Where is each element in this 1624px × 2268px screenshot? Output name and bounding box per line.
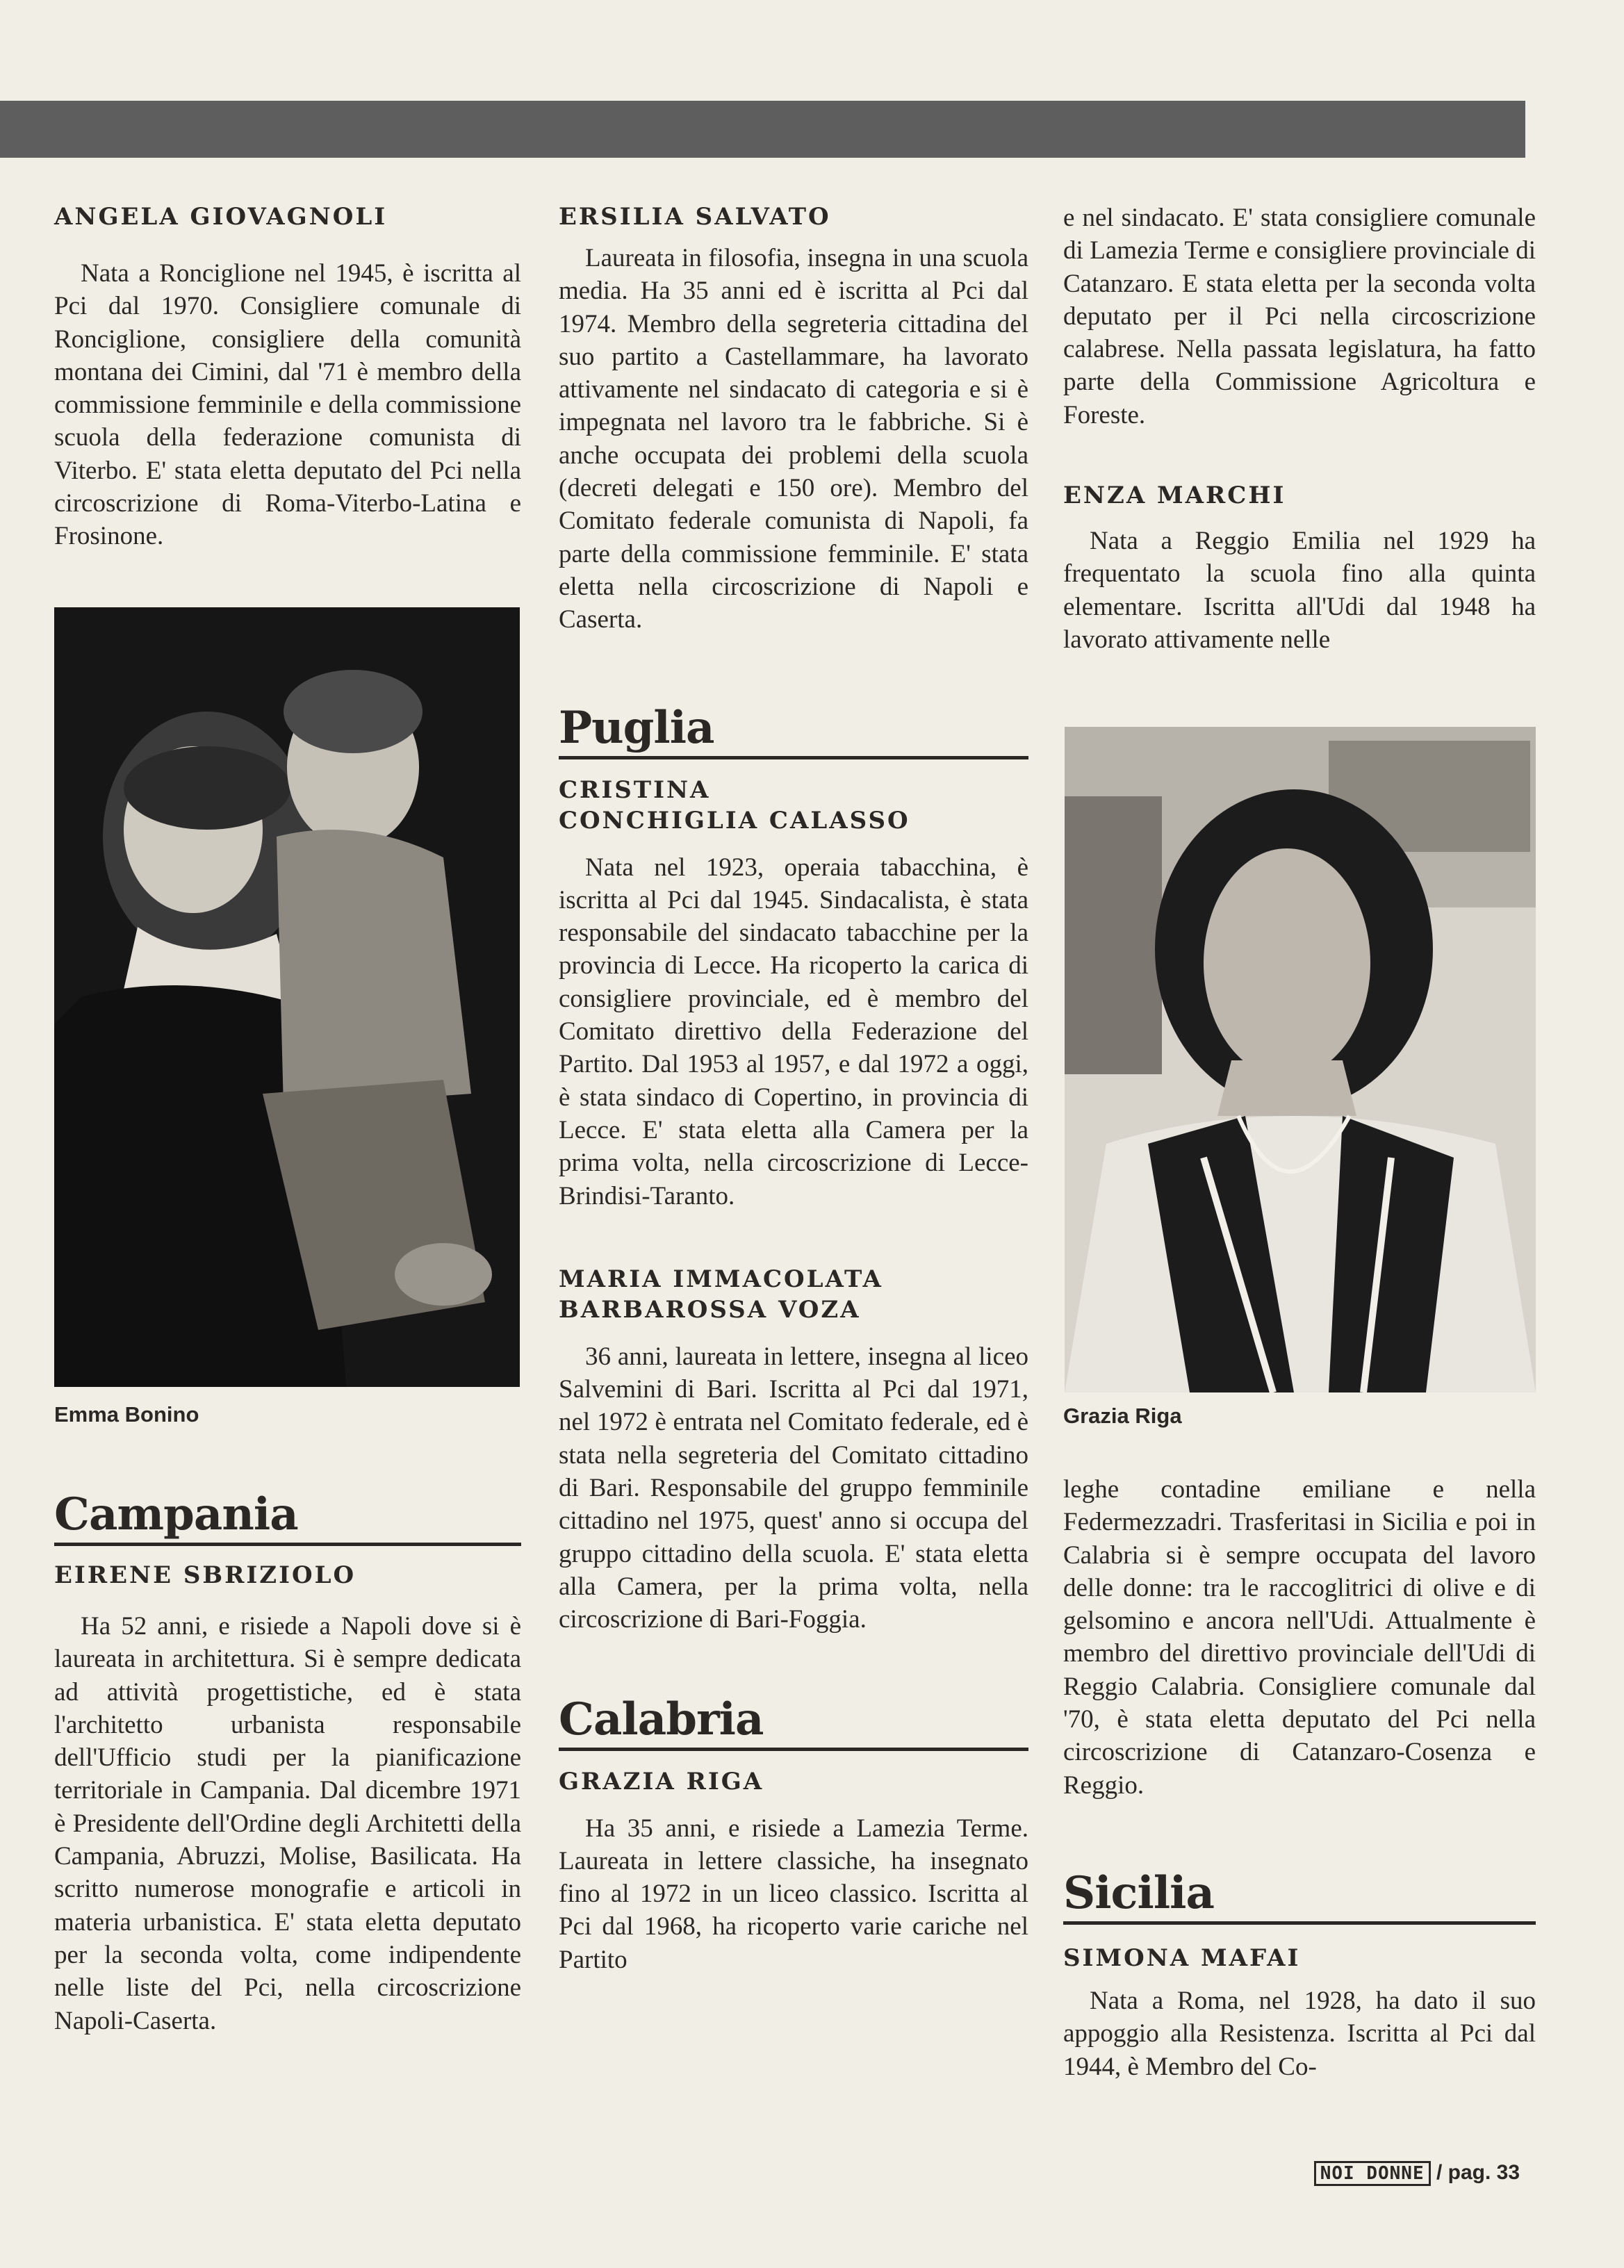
region-heading-puglia: Puglia [559,700,1028,759]
person-bio: Nata nel 1923, operaia tabacchina, è iscritta al Pci dal 1945. Sindacalista, è stata responsabile del sindacato tabacchine per la provincia di Lecce. Ha ricoperto la carica di consigliere provinciale, ed è membro del Comitato direttivo della Federazione del Partito. Dal 1953 al 1957, e dal 1972 a oggi, è stata sindaco di Copertino, in provincia di Lecce. E' stata eletta alla Camera per la prima volta, nella circoscrizione di Lecce-Brindisi-Taranto. [559,853,1028,1210]
person-bio: Nata a Reggio Emilia nel 1929 ha frequentato la scuola fino alla quinta elementare. Iscritta all'Udi dal 1948 ha lavorato attivamente nelle [1063,527,1536,654]
column-1-lower [54,1402,521,2037]
person-bio-continued: leghe contadine emiliane e nella Federmezzadri. Trasferitasi in Sicilia e poi in Calabria si è sempre occupata del lavoro delle donne: tra le raccoglitrici di olive e di gelsomino e ancora nell'Udi. Attualmente è membro del direttivo provinciale dell'Udi di Reggio Calabria. Consigliere comunale dal '70, è stata eletta deputato del Pci nella circoscrizione di Catanzaro-Cosenza e Reggio. [1063,1475,1536,1800]
person-name: GRAZIA RIGA [559,1767,764,1796]
photo-caption: Emma Bonino [54,1402,199,1427]
person-bio: Ha 52 anni, e risiede a Napoli dove si è laureata in architettura. Si è sempre dedicata ad attività progettistiche, ed è stata l'architetto urbanista responsabile dell'Ufficio studi per la pianificazione territoriale in Campania. Dal dicembre 1971 è Presidente dell'Ordine degli Architetti della Campania, Abruzzi, Molise, Basilicata. Ha scritto numerose monografie e articoli in materia urbanistica. E' stata eletta deputato per la seconda volta, come indipendente nelle liste del Pci, nella circoscrizione Napoli-Caserta. [54,1612,521,2035]
column-3 [1063,202,1536,656]
person-name: ERSILIA SALVATO [559,203,831,231]
person-name: SIMONA MAFAI [1063,1944,1301,1972]
person-bio: Laureata in filosofia, insegna in una scuola media. Ha 35 anni ed è iscritta al Pci dal 1974. Membro della segreteria cittadina del suo partito a Castellammare, ha lavorato attivamente nel sindacato di categoria e si è impegnata nel lavoro tra le fabbriche. Si è anche occupata dei problemi della scuola (decreti delegati e 150 ore). Membro del Comitato federale comunista di Napoli, fa parte della commissione femminile. E' stata eletta nella circoscrizione di Napoli e Caserta. [559,244,1028,634]
header-bar [0,101,1525,158]
person-name: EIRENE SBRIZIOLO [54,1561,356,1589]
page-footer [1314,2161,1520,2186]
photo-grazia-riga [1065,727,1536,1392]
person-bio: 36 anni, laureata in lettere, insegna al liceo Salvemini di Bari. Iscritta al Pci dal 1971, nel 1972 è entrata nel Comitato federale, ed è stata nella segreteria del Comitato cittadino di Bari. Responsabile del gruppo femminile cittadino nel 1975, quest' anno si occupa del gruppo cittadino della scuola. E' stata eletta alla Camera, per la prima volta, nella circoscrizione di Bari-Foggia. [559,1342,1028,1634]
region-heading-campania: Campania [54,1487,521,1546]
person-name: ANGELA GIOVAGNOLI [54,203,388,231]
magazine-logo: NOI DONNE [1314,2161,1431,2186]
column-3-lower [1063,1404,1536,2083]
person-name: MARIA IMMACOLATA BARBAROSSA VOZA [559,1265,883,1324]
column-1 [54,202,521,553]
page-number: / pag. 33 [1436,2161,1520,2184]
woman-portrait-photo-illustration [1065,727,1536,1392]
person-bio: Nata a Roma, nel 1928, ha dato il suo appoggio alla Resistenza. Iscritta al Pci dal 1944, è Membro del Co- [1063,1986,1536,2081]
person-bio: Nata a Ronciglione nel 1945, è iscritta al Pci dal 1970. Consigliere comunale di Ronciglione, consigliere della comunità montana dei Cimini, dal '71 è membro della commissione femminile e della commissione scuola della federazione comunista di Viterbo. E' stata eletta deputato del Pci nella circoscrizione di Roma-Viterbo-Latina e Frosinone. [54,259,521,551]
photo-emma-bonino [54,607,520,1387]
photo-caption: Grazia Riga [1063,1404,1182,1428]
person-bio: Ha 35 anni, e risiede a Lamezia Terme. Laureata in lettere classiche, ha insegnato fino al 1972 in un liceo classico. Iscritta al Pci dal 1968, ha ricoperto varie cariche nel Partito [559,1814,1028,1974]
person-name: CRISTINA CONCHIGLIA CALASSO [559,775,910,835]
person-bio-continued: e nel sindacato. E' stata consigliere comunale di Lamezia Terme e consigliere provinciale di Catanzaro. E stata eletta per la seconda volta deputato per il Pci nella circoscrizione calabrese. Nella passata legislatura, ha fatto parte della Commissione Agricoltura e Foreste. [1063,204,1536,429]
region-heading-sicilia: Sicilia [1063,1866,1536,1925]
person-name: ENZA MARCHI [1063,482,1286,510]
woman-with-child-photo-illustration [54,607,520,1387]
column-2 [559,202,1028,1976]
region-heading-calabria: Calabria [559,1692,1028,1751]
